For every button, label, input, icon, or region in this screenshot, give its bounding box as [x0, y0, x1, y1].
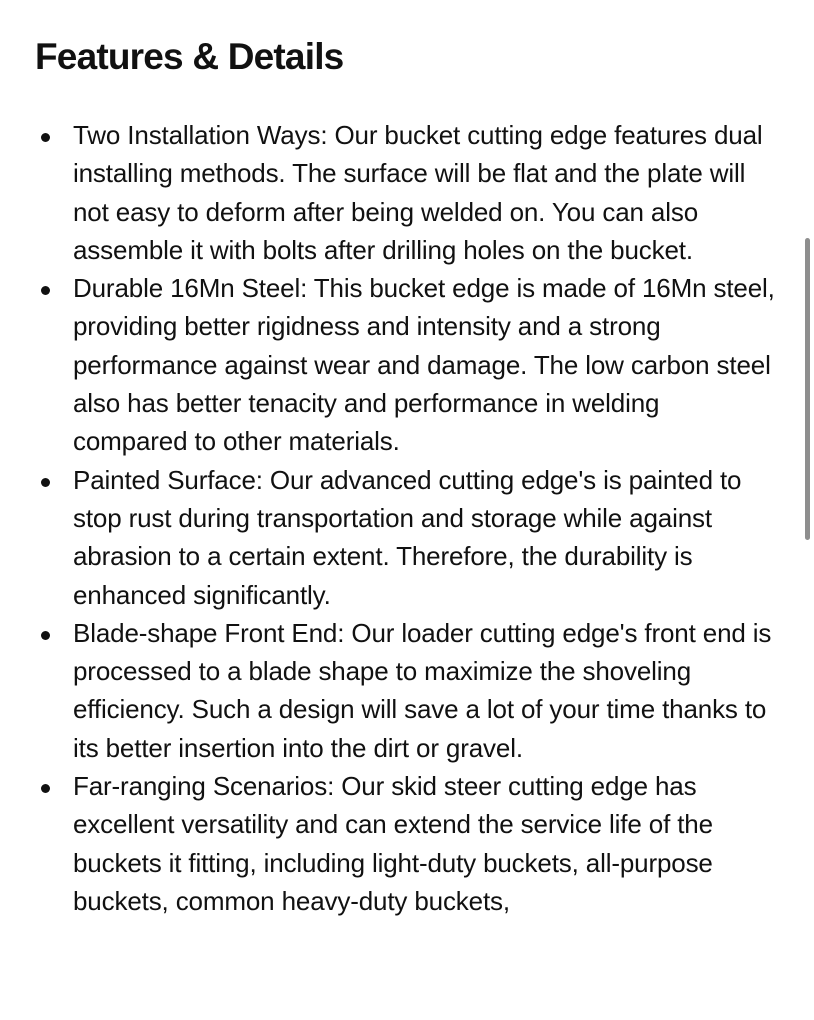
feature-item-scenarios	[0, 767, 790, 920]
vertical-scrollbar[interactable]	[800, 0, 814, 1020]
feature-item-steel	[0, 269, 790, 460]
bullet-dot-icon	[41, 286, 50, 295]
feature-text: Durable 16Mn Steel: This bucket edge is made of 16Mn steel, providing better rigidness and intensity and a strong performance against wear and damage. The low carbon steel also has better tenacity and performance in welding compared to other materials.	[73, 273, 775, 457]
feature-item-front-end	[0, 614, 790, 767]
feature-item-surface	[0, 461, 790, 614]
features-list	[0, 116, 790, 920]
bullet-dot-icon	[41, 133, 50, 142]
scrollbar-thumb[interactable]	[805, 238, 810, 540]
bullet-dot-icon	[41, 784, 50, 793]
feature-text: Far-ranging Scenarios: Our skid steer cutting edge has excellent versatility and can extend the service life of the buckets it fitting, including light-duty buckets, all-purpose buckets, common heavy-duty buckets,	[73, 771, 713, 916]
bullet-dot-icon	[41, 478, 50, 487]
feature-text: Painted Surface: Our advanced cutting edge's is painted to stop rust during transportation and storage while against abrasion to a certain extent. Therefore, the durability is enhanced significantly.	[73, 464, 742, 610]
section-title: Features & Details	[35, 36, 344, 77]
feature-text: Blade-shape Front End: Our loader cutting edge's front end is processed to a blade shape to maximize the shoveling efficiency. Such a design will save a lot of your time thanks to its better insertion into the dirt or gravel.	[73, 617, 772, 763]
bullet-dot-icon	[41, 631, 50, 640]
feature-text: Two Installation Ways: Our bucket cutting edge features dual installing methods. The surface will be flat and the plate will not easy to deform after being welded on. You can also assemble it with bolts after drilling holes on the bucket.	[73, 120, 763, 265]
feature-item-installation	[0, 116, 790, 269]
